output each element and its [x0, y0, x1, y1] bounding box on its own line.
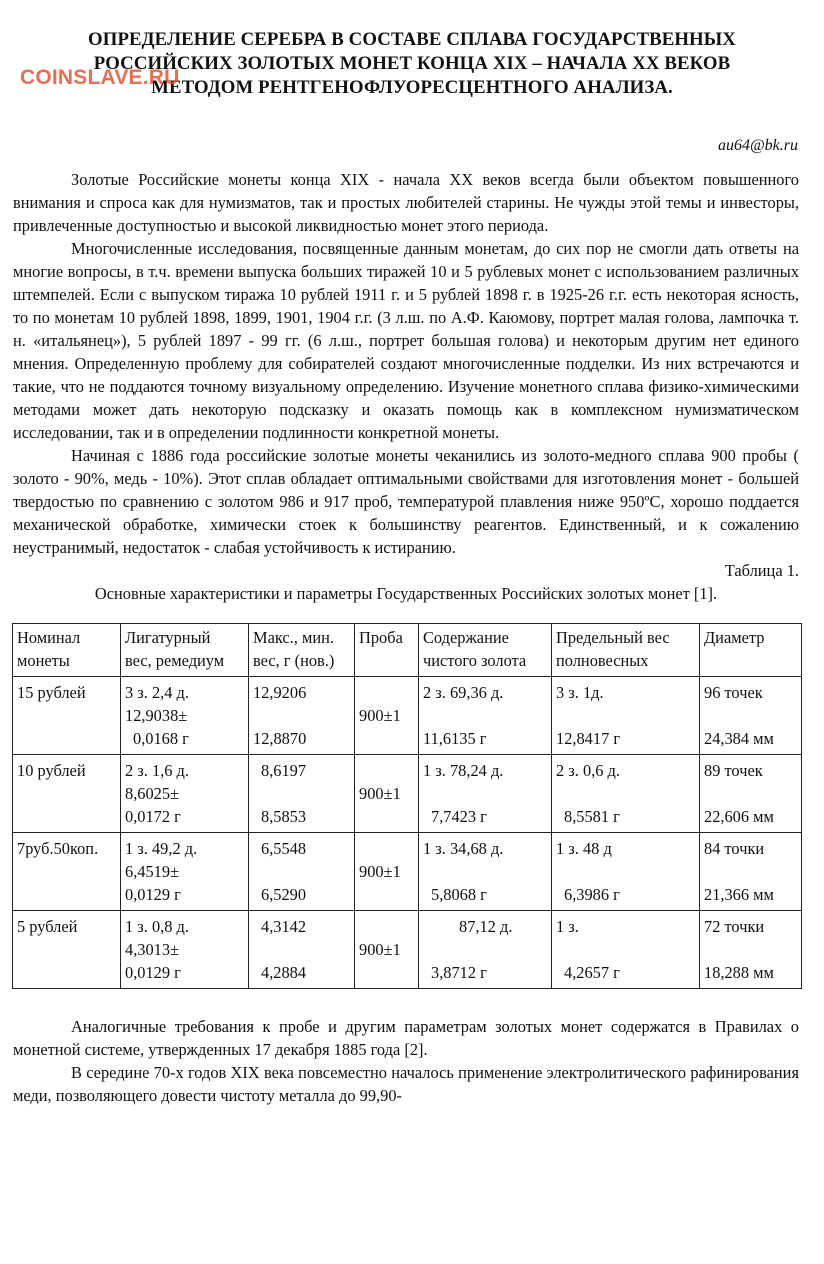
- cell-ligature: [121, 833, 249, 911]
- header-text: Предельный вес: [556, 628, 670, 647]
- cell-text: 3 з. 1д.: [556, 683, 604, 702]
- cell-text: 12,8870: [253, 729, 307, 748]
- cell-text: 15 рублей: [17, 683, 86, 702]
- header-text: вес, г (нов.): [253, 651, 335, 670]
- cell-max-min: [249, 911, 355, 989]
- article-body-continued: [13, 1015, 799, 1107]
- cell-proba: [355, 833, 419, 911]
- cell-text: 12,9038±: [125, 706, 188, 725]
- cell-text: 2 з. 0,6 д.: [556, 761, 620, 780]
- header-text: Макс., мин.: [253, 628, 334, 647]
- cell-text: 900±1: [359, 862, 401, 881]
- cell-text: 4,3142: [261, 917, 307, 936]
- cell-text: 1 з. 78,24 д.: [423, 761, 504, 780]
- cell-limit: [552, 677, 700, 755]
- cell-text: 5,8068 г: [431, 885, 487, 904]
- header-text: полновесных: [556, 651, 649, 670]
- cell-text: 0,0129 г: [125, 885, 181, 904]
- cell-ligature: [121, 911, 249, 989]
- cell-text: 1 з.: [556, 917, 579, 936]
- paragraph: Аналогичные требования к пробе и другим параметрам золотых монет содержатся в Правилах о монетной системе, утвержденных 17 декабря 1885 года [2].: [13, 1017, 799, 1059]
- cell-text: 89 точек: [704, 761, 763, 780]
- cell-content: [419, 911, 552, 989]
- header-nominal: [13, 624, 121, 677]
- cell-text: 0,0129 г: [125, 963, 181, 982]
- cell-text: 24,384 мм: [704, 729, 774, 748]
- table-row: [13, 833, 802, 911]
- header-text: Лигатурный: [125, 628, 211, 647]
- cell-text: 3 з. 2,4 д.: [125, 683, 189, 702]
- paragraph: Многочисленные исследования, посвященные данным монетам, до сих пор не смогли дать ответы на многие вопросы, в т.ч. времени выпуска больших тиражей 10 и 5 рублевых монет с использованием различных штемпелей. Если с выпуском тиража 10 рублей 1911 г. и 5 рублей 1898 г. в 1925-26 г.г. есть некоторая ясность, то по монетам 10 рублей 1898, 1899, 1901, 1904 г.г. (3 л.ш. по А.Ф. Каюмову, портрет малая голова, лампочка т. н. «итальянец»), 5 рублей 1897 - 99 гг. (6 л.ш., портрет большая голова) и некоторым другим нет единого мнения. Определенную проблему для собирателей создают многочисленные подделки. Из них встречаются и такие, что не поддаются точному визуальному определению. Изучение монетного сплава физико-химическими методами может дать некоторую подсказку и оказать помощь как в комплексном нумизматическом исследовании, так и в определении подлинности конкретной монеты.: [13, 239, 799, 442]
- cell-text: 10 рублей: [17, 761, 86, 780]
- cell-text: 900±1: [359, 784, 401, 803]
- cell-text: 6,4519±: [125, 862, 180, 881]
- cell-diameter: [700, 833, 802, 911]
- cell-text: 4,2884: [261, 963, 307, 982]
- cell-text: 87,12 д.: [459, 917, 513, 936]
- cell-text: 22,606 мм: [704, 807, 774, 826]
- cell-text: 8,5581 г: [564, 807, 620, 826]
- cell-text: 96 точек: [704, 683, 763, 702]
- cell-text: 0,0168 г: [133, 729, 189, 748]
- paragraph: Золотые Российские монеты конца XIX - начала XX веков всегда были объектом повышенного внимания и спроса как для нумизматов, так и простых любителей старины. Не чужды этой темы и инвесторы, привлеченные доступностью и высокой ликвидностью монет этого периода.: [13, 170, 799, 235]
- coin-parameters-table: [12, 623, 802, 989]
- cell-text: 1 з. 48 д: [556, 839, 612, 858]
- cell-text: 72 точки: [704, 917, 765, 936]
- author-email: au64@bk.ru: [717, 137, 798, 154]
- cell-max-min: [249, 833, 355, 911]
- cell-text: 4,2657 г: [564, 963, 620, 982]
- header-text: вес, ремедиум: [125, 651, 225, 670]
- table-row: [13, 677, 802, 755]
- cell-content: [419, 833, 552, 911]
- cell-text: 6,5290: [261, 885, 307, 904]
- header-limit: [552, 624, 700, 677]
- cell-text: 2 з. 1,6 д.: [125, 761, 189, 780]
- header-ligature: [121, 624, 249, 677]
- header-proba: [355, 624, 419, 677]
- article-body: [13, 168, 799, 559]
- cell-content: [419, 677, 552, 755]
- cell-proba: [355, 911, 419, 989]
- cell-nominal: [13, 677, 121, 755]
- cell-text: 6,5548: [261, 839, 307, 858]
- header-diameter: [700, 624, 802, 677]
- cell-text: 7руб.50коп.: [17, 839, 99, 858]
- cell-text: 1 з. 34,68 д.: [423, 839, 504, 858]
- title-line: МЕТОДОМ РЕНТГЕНОФЛУОРЕСЦЕНТНОГО АНАЛИЗА.: [151, 77, 673, 98]
- header-text: Проба: [359, 628, 403, 647]
- header-max-min: [249, 624, 355, 677]
- cell-max-min: [249, 755, 355, 833]
- cell-text: 5 рублей: [17, 917, 78, 936]
- cell-diameter: [700, 911, 802, 989]
- cell-text: 3,8712 г: [431, 963, 487, 982]
- cell-text: 900±1: [359, 706, 401, 725]
- cell-diameter: [700, 755, 802, 833]
- cell-text: 12,9206: [253, 683, 307, 702]
- cell-proba: [355, 755, 419, 833]
- cell-content: [419, 755, 552, 833]
- cell-text: 8,5853: [261, 807, 307, 826]
- cell-diameter: [700, 677, 802, 755]
- cell-proba: [355, 677, 419, 755]
- cell-limit: [552, 833, 700, 911]
- cell-text: 1 з. 49,2 д.: [125, 839, 198, 858]
- header-text: чистого золота: [423, 651, 527, 670]
- cell-text: 1 з. 0,8 д.: [125, 917, 189, 936]
- watermark-logo: COINSLAVE.RU: [20, 66, 180, 89]
- title-line: ОПРЕДЕЛЕНИЕ СЕРЕБРА В СОСТАВЕ СПЛАВА ГОСУДАРСТВЕННЫХ: [88, 29, 736, 50]
- header-text: монеты: [17, 651, 70, 670]
- table-row: [13, 911, 802, 989]
- cell-limit: [552, 911, 700, 989]
- cell-text: 8,6025±: [125, 784, 180, 803]
- table-row: [13, 755, 802, 833]
- table-caption: Основные характеристики и параметры Государственных Российских золотых монет [1].: [94, 584, 718, 603]
- header-content: [419, 624, 552, 677]
- title-line: РОССИЙСКИХ ЗОЛОТЫХ МОНЕТ КОНЦА XIX – НАЧАЛА XX ВЕКОВ: [93, 53, 731, 74]
- cell-text: 84 точки: [704, 839, 765, 858]
- paragraph: В середине 70-х годов XIX века повсеместно началось применение электролитического рафинирования меди, позволяющего довести чистоту металла до 99,90-: [13, 1063, 799, 1105]
- cell-text: 11,6135 г: [423, 729, 487, 748]
- cell-text: 7,7423 г: [431, 807, 487, 826]
- cell-text: 4,3013±: [125, 940, 180, 959]
- header-text: Номинал: [17, 628, 81, 647]
- cell-text: 2 з. 69,36 д.: [423, 683, 504, 702]
- table-number: Таблица 1.: [724, 561, 799, 580]
- cell-ligature: [121, 677, 249, 755]
- cell-text: 21,366 мм: [704, 885, 774, 904]
- cell-text: 900±1: [359, 940, 401, 959]
- header-text: Диаметр: [704, 628, 765, 647]
- cell-max-min: [249, 677, 355, 755]
- cell-nominal: [13, 755, 121, 833]
- table-header-row: [13, 624, 802, 677]
- cell-limit: [552, 755, 700, 833]
- cell-nominal: [13, 833, 121, 911]
- paragraph: Начиная с 1886 года российские золотые монеты чеканились из золото-медного сплава 900 пробы ( золото - 90%, медь - 10%). Этот сплав обладает оптимальными свойствами для изготовления монет - большей твердостью по сравнению с золотом 986 и 917 проб, температурой плавления ниже 950ºС, хорошо поддается механической обработке, химически стоек к большинству реагентов. Единственный, и к сожалению неустранимый, недостаток - слабая устойчивость к истиранию.: [13, 446, 799, 557]
- cell-text: 8,6197: [261, 761, 307, 780]
- cell-nominal: [13, 911, 121, 989]
- cell-ligature: [121, 755, 249, 833]
- cell-text: 18,288 мм: [704, 963, 774, 982]
- cell-text: 0,0172 г: [125, 807, 181, 826]
- cell-text: 6,3986 г: [564, 885, 620, 904]
- header-text: Содержание: [423, 628, 509, 647]
- cell-text: 12,8417 г: [556, 729, 621, 748]
